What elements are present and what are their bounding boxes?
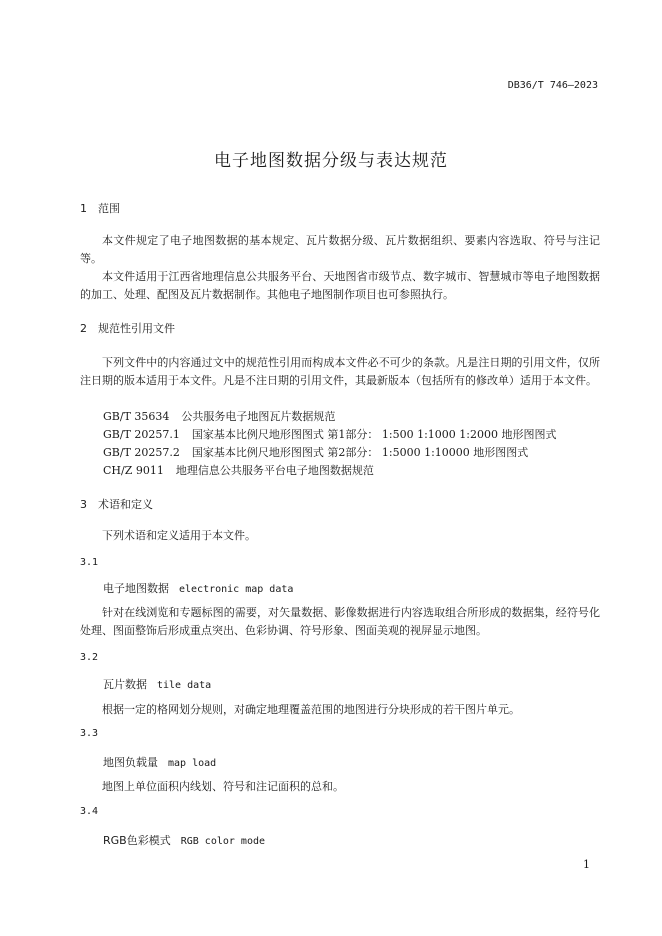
- reference-title: 地理信息公共服务平台电子地图数据规范: [175, 464, 374, 477]
- reference-title: 公共服务电子地图瓦片数据规范: [181, 410, 336, 423]
- term-english: tile data: [157, 680, 212, 691]
- reference-item: [103, 444, 528, 460]
- term-definition: 针对在线浏览和专题标图的需要，对矢量数据、影像数据进行内容选取组合所形成的数据集，经符号化处理、图面整饰后形成重点突出、色彩协调、符号形象、图面美观的视屏显示地图。: [80, 606, 600, 637]
- term-heading: [103, 832, 265, 848]
- reference-title: 国家基本比例尺地形图图式 第1部分： 1:500 1:1000 1:2000 地形图图式: [191, 428, 557, 441]
- term-number: 3.3: [80, 728, 99, 739]
- section-heading-2: [80, 320, 175, 336]
- term-number: 3.4: [80, 806, 99, 817]
- reference-item: [103, 426, 556, 442]
- paragraph: 下列文件中的内容通过文中的规范性引用而构成本文件必不可少的条款。凡是注日期的引用文件，仅所注日期的版本适用于本文件。凡是不注日期的引用文件，其最新版本（包括所有的修改单）适用于本文件。: [80, 356, 600, 387]
- document-title: 电子地图数据分级与表达规范: [214, 151, 448, 171]
- term-chinese: 电子地图数据: [103, 582, 169, 595]
- term-definition: 根据一定的格网划分规则，对确定地理覆盖范围的地图进行分块形成的若干图片单元。: [102, 703, 520, 716]
- reference-code: GB/T 20257.1: [103, 428, 180, 441]
- reference-code: GB/T 20257.2: [103, 446, 180, 459]
- section-heading-3: [80, 496, 153, 512]
- term-english: map load: [168, 758, 217, 769]
- term-chinese: 地图负载量: [103, 756, 158, 769]
- term-english: RGB color mode: [180, 836, 266, 847]
- term-chinese: RGB色彩模式: [103, 834, 171, 847]
- term-number: 3.1: [80, 557, 99, 568]
- reference-item: [103, 408, 335, 424]
- term-heading: [103, 580, 293, 596]
- reference-code: CH/Z 9011: [103, 464, 164, 477]
- section-number: 3: [80, 498, 87, 511]
- paragraph: 本文件规定了电子地图数据的基本规定、瓦片数据分级、瓦片数据组织、要素内容选取、符号与注记等。: [80, 234, 600, 265]
- standard-code: DB36/T 746—2023: [507, 80, 598, 91]
- term-definition: 地图上单位面积内线划、符号和注记面积的总和。: [102, 780, 344, 793]
- section-title: 范围: [98, 202, 120, 215]
- paragraph: 下列术语和定义适用于本文件。: [102, 529, 256, 542]
- section-heading-1: [80, 200, 120, 216]
- term-heading: [103, 676, 211, 692]
- page-number: 1: [583, 858, 590, 871]
- term-heading: [103, 754, 216, 770]
- term-english: electronic map data: [179, 584, 294, 595]
- section-number: 2: [80, 322, 87, 335]
- reference-item: [103, 462, 374, 478]
- reference-code: GB/T 35634: [103, 410, 170, 423]
- paragraph: 本文件适用于江西省地理信息公共服务平台、天地图省市级节点、数字城市、智慧城市等电子地图数据的加工、处理、配图及瓦片数据制作。其他电子地图制作项目也可参照执行。: [80, 270, 600, 301]
- section-number: 1: [80, 202, 87, 215]
- reference-title: 国家基本比例尺地形图图式 第2部分： 1:5000 1:10000 地形图图式: [191, 446, 529, 459]
- section-title: 规范性引用文件: [98, 322, 175, 335]
- section-title: 术语和定义: [98, 498, 153, 511]
- term-number: 3.2: [80, 652, 99, 663]
- term-chinese: 瓦片数据: [103, 678, 147, 691]
